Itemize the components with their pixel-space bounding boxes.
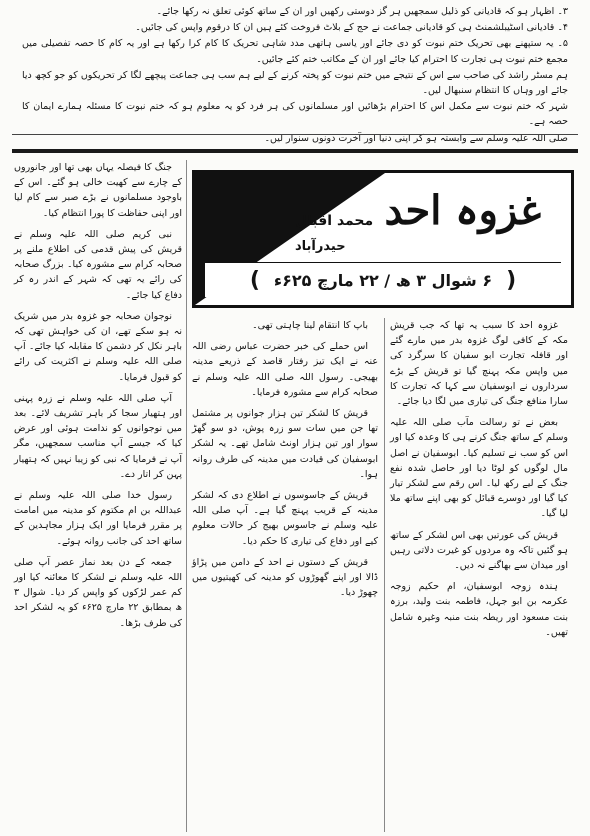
column-left — [14, 160, 182, 832]
paragraph: قریش کی عورتیں بھی اس لشکر کے ساتھ ہو گئیں تاکہ وہ مردوں کو غیرت دلاتی رہیں اور میدان سے بھاگنے نہ دیں۔ — [390, 529, 568, 572]
top-paragraph: شہر کہ ختم نبوت سے مکمل اس کا احترام بڑھائیں اور مسلمانوں کی ہر فرد کو یہ معلوم ہو کہ ختم نبوت کا مسئلہ ہمارے ایمان کا حصہ ہے۔ — [22, 101, 568, 128]
top-article-section — [22, 4, 568, 144]
column-right — [390, 318, 568, 832]
paragraph: رسول خدا صلی اللہ علیہ وسلم نے عبداللہ بن ام مکتوم کو مدینہ میں امامت پر مقرر فرمایا اور ایک ہزار مجاہدین کے ساتھ احد کی جانب روانہ ہوئے۔ — [14, 490, 182, 547]
column-divider — [186, 160, 187, 832]
author-city: حیدرآباد — [295, 239, 346, 254]
paragraph: جنگ کا فیصلہ یہاں بھی تھا اور جانوروں کے چارے سے کھیت خالی ہو گئے۔ اس کے باوجود مسلمانوں نے بڑے صبر سے کام لیا اور اپنی حفاظت کا پورا انتظام کیا۔ — [14, 162, 182, 219]
top-paragraph: ۳۔ اظہار ہو کہ قادیانی کو ذلیل سمجھیں ہر گز دوستی رکھیں اور ان کے ساتھ کوئی تعلق نہ رکھا جائے۔ — [156, 6, 568, 17]
paragraph: غزوہ احد کا سبب یہ تھا کہ جب قریش مکہ کے کافی لوگ غزوہ بدر میں مارے گئے اور قافلہ تجارت ابو سفیان کا سرگرد کی میں واپس مکہ پہنچ گیا تو قریش کے بڑے سرداروں نے ابوسفیان سے کہا کہ تجارت کا سارا منافع جنگ کی تیاری میں لگا دیا جائے۔ — [390, 320, 568, 408]
paragraph: جمعہ کے دن بعد نماز عصر آپ صلی اللہ علیہ وسلم نے لشکر کا معائنہ کیا اور کم عمر لڑکوں کو واپس کر دیا۔ شوال ۳ ھ بمطابق ۲۲ مارچ ۶۲۵ء کو یہ لشکر احد کی طرف بڑھا۔ — [14, 556, 182, 629]
top-paragraph: صلی اللہ علیہ وسلم سے وابستہ ہو کر اپنی دنیا اور آخرت دونوں سنوار لیں۔ — [264, 132, 568, 144]
paragraph: نوجوان صحابہ جو غزوہ بدر میں شریک نہ ہو سکے تھے، ان کی خواہش تھی کہ باہر نکل کر دشمن کا مقابلہ کیا جائے۔ آپ صلی اللہ علیہ وسلم نے اکثریت کی رائے کو قبول فرمایا۔ — [14, 310, 182, 383]
section-divider-thick — [12, 149, 578, 153]
author-name: محمد اقبال — [295, 213, 374, 229]
date-open-paren: ( — [506, 267, 517, 293]
article-title-box — [192, 170, 574, 308]
column-divider — [384, 318, 385, 832]
paragraph: اس حملے کی خبر حضرت عباس رضی اللہ عنہ نے ایک تیز رفتار قاصد کے ذریعے مدینہ بھیجی۔ رسول اللہ صلی اللہ علیہ وسلم نے صحابہ کرام سے مشورہ فرمایا۔ — [192, 341, 378, 398]
top-paragraph: ۴۔ قادیانی اسٹیبلشمنٹ ہی کو قادیانی جماعت نے حج کے بلاٹ فروخت کئے ہیں ان کا درقوم واپس کی جائیں۔ — [135, 22, 568, 34]
paragraph: قریش کے دستوں نے احد کے دامن میں پڑاؤ ڈالا اور اپنے گھوڑوں کو مدینہ کی کھیتیوں میں چھوڑ دیا۔ — [192, 556, 378, 599]
paragraph: بعض نے تو رسالت مآب صلی اللہ علیہ وسلم کے ساتھ جنگ کرنے ہی کا وعدہ کیا اور اس کو سب نے تسلیم کیا۔ ابوسفیان نے اصل مال لوگوں کو لوٹا دیا اور حاصل شدہ نفع جنگ کے لیے رکھ لیا۔ اس رقم سے لشکر تیار کیا گیا اور دوسرے قبائل کو بھی اپنے ساتھ ملا لیا گیا۔ — [390, 417, 568, 520]
article-date: ۶ شوال ۳ ھ / ۲۲ مارچ ۶۲۵ء — [273, 270, 493, 290]
section-divider — [12, 134, 578, 135]
paragraph: آپ صلی اللہ علیہ وسلم نے زرہ پہنی اور ہتھیار سجا کر باہر تشریف لائے۔ بعد میں نوجوانوں کو ندامت ہوئی اور عرض کیا کہ جیسے آپ مناسب سمجھیں، مگر آپ نے فرمایا کہ نبی کو زیبا نہیں کہ ہتھیار پہن کر اتار دے۔ — [14, 392, 182, 480]
paragraph: قریش کا لشکر تین ہزار جوانوں پر مشتمل تھا جن میں سات سو زرہ پوش، دو سو گھڑ سوار اور تین ہزار اونٹ شامل تھے۔ یہ لشکر ابوسفیان کی قیادت میں مدینہ کی طرف روانہ ہوا۔ — [192, 408, 378, 480]
top-paragraph: ہم مسٹر راشد کی صاحب سے اس کے نتیجے میں ختم نبوت کو پختہ کرنے کے لیے ہم سب ہی جماعت پیچھے لگا کر تحریکوں کو جو کچھ دیا جائے اور وہاں کا انتظام سنبھال لیں۔ — [22, 69, 568, 97]
article-title: غزوہ احد — [384, 187, 541, 234]
column-middle — [192, 318, 378, 832]
paragraph: قریش کے جاسوسوں نے اطلاع دی کہ لشکر مدینہ کے قریب پہنچ گیا ہے۔ آپ صلی اللہ علیہ وسلم نے جاسوس بھیج کر حالات معلوم کیے اور دفاع کی تیاری کا حکم دیا۔ — [192, 490, 378, 547]
top-paragraph: ۵۔ یہ ستپھنے بھی تحریک ختم نبوت کو دی جائے اور یاسی ہاتھی مدد شاہی تحریک کا کام کرا رکھا ہے اور یہ کام کا حصہ تفصیلی میں مجمع ختم نبوت ہی تجارت کا احترام کیا جائے اور ان کے مکاتب ختم کئے جائیں۔ — [22, 38, 568, 65]
paragraph: باپ کا انتقام لینا چاہتی تھی۔ — [252, 320, 368, 331]
paragraph: نبی کریم صلی اللہ علیہ وسلم نے قریش کی پیش قدمی کی اطلاع ملنے پر صحابہ کرام سے مشورہ کیا۔ بزرگ صحابہ کی رائے یہ تھی کہ شہر کے اندر رہ کر دفاع کیا جائے۔ — [14, 228, 182, 301]
date-close-paren: ) — [249, 267, 260, 293]
article-date-bar — [205, 262, 561, 297]
paragraph: ہندہ زوجہ ابوسفیان، ام حکیم زوجہ عکرمہ بن ابو جہل، فاطمہ بنت ولید، برزہ بنت مسعود اور ریطہ بنت منبہ وغیرہ شامل تھیں۔ — [390, 581, 568, 638]
